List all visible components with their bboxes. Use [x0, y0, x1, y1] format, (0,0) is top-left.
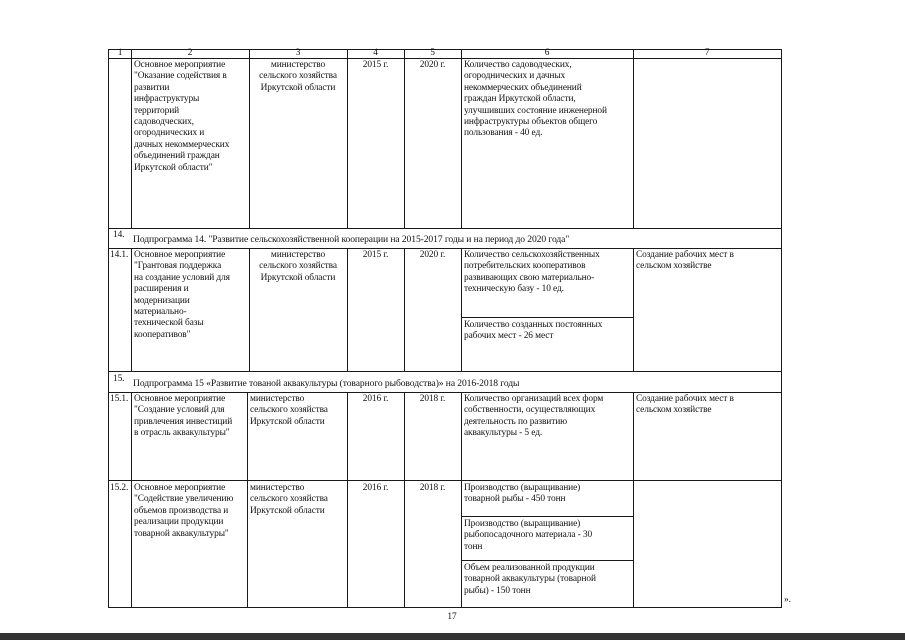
row151-start: 2016 г. [362, 394, 389, 404]
row141-start: 2015 г. [362, 250, 389, 260]
rule-row141-bottom [108, 371, 782, 372]
header-col-5: 5 [430, 48, 435, 58]
rule-row141-split [461, 317, 633, 318]
header-col-7: 7 [704, 48, 710, 58]
row13-start: 2015 г. [362, 60, 389, 70]
col-sep-5 [461, 392, 462, 608]
scan-edge-bar [0, 633, 905, 640]
row13-indicator: Количество садоводческих, огороднических и дачных некоммерческих объединений граждан Иркутской области, улучшивших состояние инженерной инфраструктуры объектов общего пользования - 40 ед. [464, 60, 607, 139]
rule-right [781, 49, 782, 608]
rule-row13-bottom [108, 228, 782, 229]
page-number: 17 [447, 612, 457, 622]
rule-bottom [108, 607, 782, 608]
row152-name: Основное мероприятие "Содействие увеличению объемов производства и реализации продукции товарной аквакультуры" [134, 483, 234, 539]
col-sep-4 [404, 392, 405, 608]
row151-number: 15.1. [110, 394, 129, 404]
sub14-number: 14. [113, 230, 125, 240]
row141-result: Создание рабочих мест в сельском хозяйстве [636, 250, 734, 272]
row152-indicator-3: Объем реализованной продукции товарной аквакультуры (товарной рыбы) - 150 тонн [464, 563, 596, 596]
rule-sub15-bottom [108, 392, 782, 393]
header-col-2: 2 [187, 48, 193, 58]
rule-row152-split-2 [461, 560, 633, 561]
row141-executor: министерство сельского хозяйства Иркутской области [259, 250, 337, 283]
row141-indicator-2: Количество созданных постоянных рабочих мест - 26 мест [464, 320, 603, 342]
col-sep-1 [131, 392, 132, 608]
header-col-6: 6 [544, 48, 550, 58]
col-sep-1 [131, 49, 132, 229]
row152-end: 2018 г. [419, 483, 446, 493]
col-sep-3 [347, 49, 348, 229]
row152-indicator-2: Производство (выращивание) рыбопосадочного материала - 30 тонн [464, 519, 593, 552]
sub15-number: 15. [113, 374, 125, 384]
row151-indicator: Количество организаций всех форм собственности, осуществляющих деятельность по развитию аквакультуры - 5 ед. [464, 394, 604, 439]
rule-row151-bottom [108, 480, 782, 481]
closing-quote-mark: ». [784, 595, 791, 605]
row151-executor: министерство сельского хозяйства Иркутской области [250, 394, 328, 427]
col-sep-3 [347, 248, 348, 372]
row141-indicator-1: Количество сельскохозяйственных потребительских кооперативов развивающих свою материально- техническую базу - 10 ед. [464, 250, 600, 295]
col-sep-4 [404, 248, 405, 372]
row13-name: Основное мероприятие "Оказание содействия в развитии инфраструктуры территорий садоводческих, огороднических и дачных некоммерческих объединений граждан Иркутской области" [134, 60, 230, 173]
row141-end: 2020 г. [419, 250, 446, 260]
row13-end: 2020 г. [419, 60, 446, 70]
row141-number: 14.1. [110, 250, 129, 260]
col-sep-5 [461, 49, 462, 229]
col-sep-4 [404, 49, 405, 229]
header-col-1: 1 [117, 48, 123, 58]
row13-executor: министерство сельского хозяйства Иркутской области [259, 60, 337, 93]
col-sep-1 [131, 248, 132, 372]
sub14-title: Подпрограмма 14. "Развитие сельскохозяйственной кооперации на 2015-2017 годы и на период до 2020 года" [133, 234, 570, 245]
sub15-title: Подпрограмма 15 «Развитие тованой аквакультуры (товарного рыбоводства)» на 2016-2018 годы [133, 378, 520, 389]
row152-start: 2016 г. [362, 483, 389, 493]
rule-left [108, 49, 109, 608]
row141-name: Основное мероприятие "Грантовая поддержка на создание условий для расширения и модернизации материально- технической базы кооперативов" [134, 250, 230, 340]
row152-executor: министерство сельского хозяйства Иркутской области [250, 483, 328, 516]
header-col-3: 3 [295, 48, 301, 58]
rule-row152-split-1 [461, 516, 633, 517]
row151-name: Основное мероприятие "Создание условий для привлечения инвестиций в отрасль аквакультуры" [134, 394, 233, 439]
row151-result: Создание рабочих мест в сельском хозяйстве [636, 394, 734, 416]
header-col-4: 4 [373, 48, 378, 58]
row152-indicator-1: Производство (выращивание) товарной рыбы - 450 тонн [464, 483, 581, 505]
col-sep-5 [461, 248, 462, 372]
row152-number: 15.2. [110, 483, 129, 493]
row151-end: 2018 г. [419, 394, 446, 404]
rule-sub14-bottom [108, 248, 782, 249]
